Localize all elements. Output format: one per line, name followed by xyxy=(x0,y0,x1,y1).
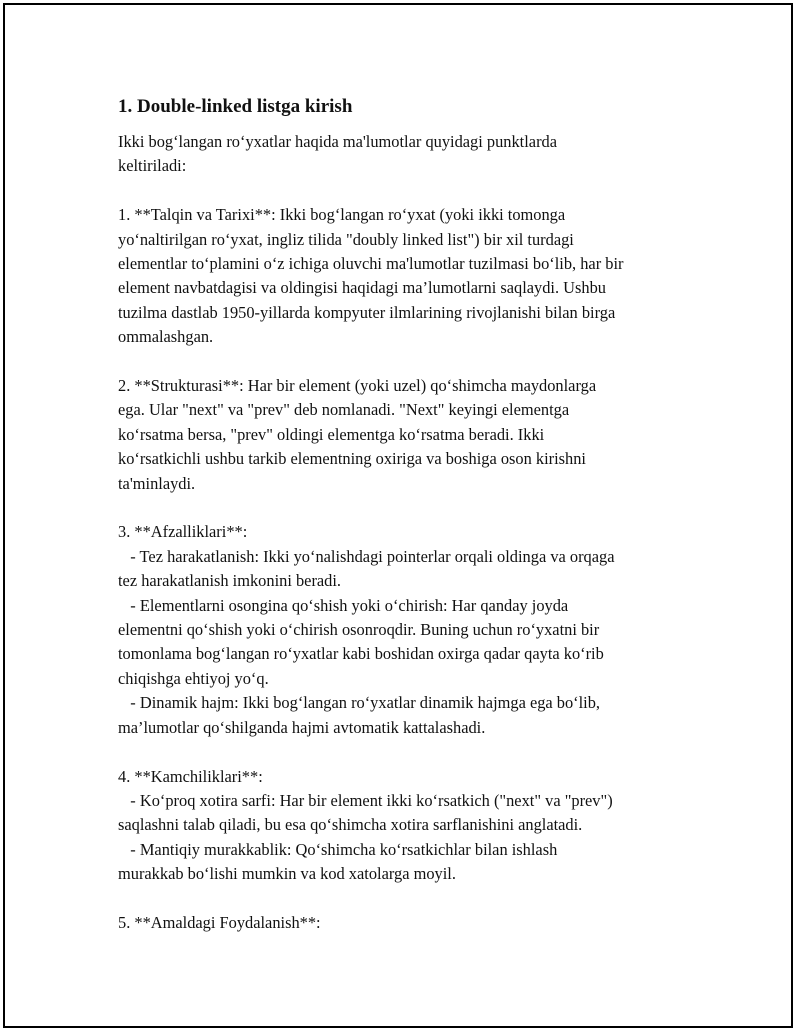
paragraph-gap xyxy=(118,496,698,520)
paragraph-gap xyxy=(118,179,698,203)
section-usage: 5. **Amaldagi Foydalanish**: xyxy=(118,912,321,932)
document-title: 1. Double-linked listga kirish xyxy=(118,96,353,117)
section-disadvantages: 4. **Kamchiliklari**: - Ko‘proq xotira sarfi: Har bir element ikki ko‘rsatkich ("next" va "prev") saqlashni talab qiladi, bu esa qo‘shimcha xotira sarflanishini anglatadi. - Mantiqiy murakkablik: Qo‘shimcha ko‘rsatkichlar bilan ishlash murakkab bo‘lishi mumkin va kod xatolarga moyil. xyxy=(118,766,613,884)
section-advantages: 3. **Afzalliklari**: - Tez harakatlanish: Ikki yo‘nalishdagi pointerlar orqali oldinga va orqaga tez harakatlanish imkonini beradi. - Elementlarni osongina qo‘shish yoki o‘chirish: Har qanday joyda elementni qo‘shish yoki o‘chirish osonroqdir. Buning uchun ro‘yxatni bir tomonlama bog‘langan ro‘yxatlar kabi boshidan oxirga qadar qayta ko‘rib chiqishga ehtiyoj yo‘q. - Dinamik hajm: Ikki bog‘langan ro‘yxatlar dinamik hajmga ega bo‘lib, ma’lumotlar qo‘shilganda hajmi avtomatik kattalashadi. xyxy=(118,522,615,737)
paragraph-gap xyxy=(118,350,698,374)
paragraph-gap xyxy=(118,887,698,911)
intro-paragraph: Ikki bog‘langan ro‘yxatlar haqida ma'lumotlar quyidagi punktlarda keltiriladi: xyxy=(118,132,557,176)
section-history: 1. **Talqin va Tarixi**: Ikki bog‘langan ro‘yxat (yoki ikki tomonga yo‘naltirilgan ro‘yxat, ingliz tilida "doubly linked list") bir xil turdagi elementlar to‘plamini o‘z ichiga oluvchi ma'lumotlar tuzilmasi bo‘lib, har bir element navbatdagisi va oldingisi haqidagi ma’lumotlarni saqlaydi. Ushbu tuzilma dastlab 1950-yillarda kompyuter ilmlarining rivojlanishi bilan birga ommalashgan. xyxy=(118,205,624,347)
document-body xyxy=(118,94,698,935)
section-structure: 2. **Strukturasi**: Har bir element (yoki uzel) qo‘shimcha maydonlarga ega. Ular "next" va "prev" deb nomlanadi. "Next" keyingi elementga ko‘rsatma bersa, "prev" oldingi elementga ko‘rsatma beradi. Ikki ko‘rsatkichli ushbu tarkib elementning oxiriga va boshiga oson kirishni ta'minlaydi. xyxy=(118,376,597,493)
paragraph-gap xyxy=(118,740,698,764)
